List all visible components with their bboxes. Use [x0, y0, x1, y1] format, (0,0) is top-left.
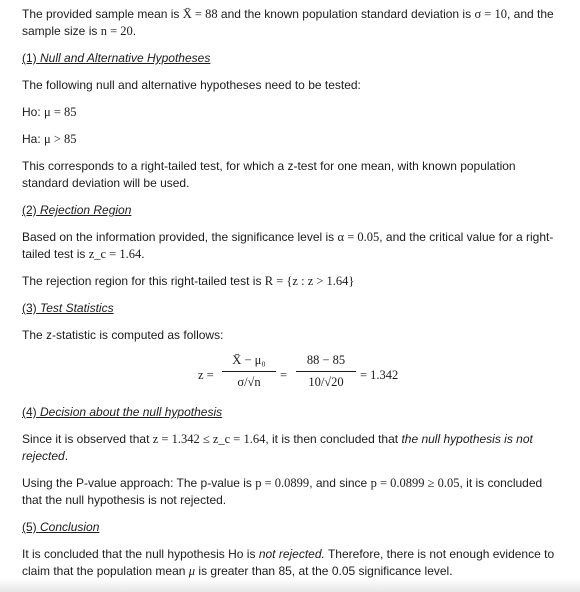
p-value-text-1: Using the P-value approach: The p-value is [22, 476, 256, 490]
section-5-heading [22, 519, 558, 536]
section-5-title: Conclusion [40, 520, 100, 534]
section-2-heading [22, 202, 558, 219]
section-2-number: (2) [22, 203, 37, 217]
significance-text-1: Based on the information provided, the significance level is [22, 230, 338, 244]
section-1-heading [22, 50, 558, 67]
p-value-text-3: , it is concluded that the null hypothesis is not rejected. [22, 476, 543, 507]
null-hypothesis-math: μ = 85 [44, 105, 77, 119]
alpha-math: α = 0.05 [337, 230, 380, 244]
z-formula-numerator: X̄ − μ₀ [232, 353, 266, 367]
p-value-comparison-math: p = 0.0899 ≥ 0.05 [370, 476, 460, 490]
section-4-number: (4) [22, 405, 37, 419]
z-statistic-intro: The z-statistic is computed as follows: [22, 328, 224, 342]
conclusion-text-italic: not rejected. [258, 547, 325, 561]
decision-paragraph [22, 431, 558, 465]
rejection-region-math: R = {z : z > 1.64} [264, 274, 355, 288]
sigma-math: σ = 10 [474, 7, 507, 21]
section-1-number: (1) [22, 51, 37, 65]
section-3-heading [22, 300, 558, 317]
conclusion-text-4: is greater than 85, at the 0.05 significance level. [195, 564, 453, 578]
rejection-region-text: The rejection region for this right-tailed test is [22, 274, 265, 288]
significance-text-2: , and the critical value for a right-tailed test is [22, 230, 554, 261]
z-formula-fraction-bar [222, 371, 276, 372]
z-value-fraction-bar [296, 371, 356, 372]
null-hypothesis-label: Ho: [22, 105, 45, 119]
bottom-scroll-fade [0, 578, 580, 592]
z-value-fraction [296, 352, 356, 391]
section-5-number: (5) [22, 520, 37, 534]
solution-document [22, 4, 558, 580]
population-mean-symbol: μ [188, 564, 196, 578]
section-1-title: Null and Alternative Hypotheses [40, 51, 211, 65]
z-value-numerator: 88 − 85 [306, 353, 346, 367]
decision-text-italic: the null hypothesis is not rejected [22, 432, 533, 463]
section-3-title: Test Statistics [40, 301, 114, 315]
significance-paragraph [22, 229, 558, 263]
z-lhs: z = [198, 368, 214, 382]
alt-hypothesis-math: μ > 85 [44, 132, 77, 146]
test-type-paragraph: This corresponds to a right-tailed test, for which a z-test for one mean, with known population standard deviation will be used. [22, 159, 516, 190]
significance-text-3: . [141, 247, 145, 261]
sample-size-math: n = 20 [100, 24, 133, 38]
section-4-title: Decision about the null hypothesis [40, 405, 223, 419]
conclusion-paragraph [22, 546, 558, 580]
section-3-number: (3) [22, 301, 37, 315]
rejection-region-paragraph [22, 273, 558, 290]
alt-hypothesis [22, 131, 558, 148]
z-formula-denominator: σ/√n [237, 375, 261, 389]
conclusion-text-3: Therefore, there is not enough evidence to claim that the population mean [22, 547, 555, 578]
decision-text-4: . [64, 449, 69, 463]
intro-text-3: , and the sample size is [22, 7, 554, 38]
hypotheses-intro: The following null and alternative hypotheses need to be tested: [22, 78, 361, 92]
decision-text-1: Since it is observed that [22, 432, 153, 446]
intro-paragraph [22, 6, 558, 40]
alt-hypothesis-label: Ha: [22, 132, 45, 146]
null-hypothesis [22, 104, 558, 121]
p-value-paragraph [22, 475, 558, 509]
decision-comparison-math: z = 1.342 ≤ z_c = 1.64 [152, 432, 266, 446]
z-statistic-equation [22, 348, 558, 402]
sample-mean-math: X̄ = 88 [182, 7, 218, 21]
z-formula-fraction [222, 352, 276, 391]
critical-value-math: z_c = 1.64 [88, 247, 142, 261]
decision-text-2: , it is then concluded that [265, 432, 402, 446]
intro-text-2: and the known population standard deviation is [217, 7, 475, 21]
conclusion-text-1: It is concluded that the null hypothesis Ho is [22, 547, 259, 561]
p-value-text-2: , and since [309, 476, 371, 490]
intro-text-4: . [132, 24, 137, 38]
intro-text-1: The provided sample mean is [22, 7, 183, 21]
section-2-title: Rejection Region [40, 203, 132, 217]
z-value-denominator: 10/√20 [308, 375, 344, 389]
section-4-heading [22, 404, 558, 421]
equals-sign-1: = [280, 368, 288, 382]
p-value-math: p = 0.0899 [255, 476, 310, 490]
z-result: = 1.342 [360, 368, 399, 382]
